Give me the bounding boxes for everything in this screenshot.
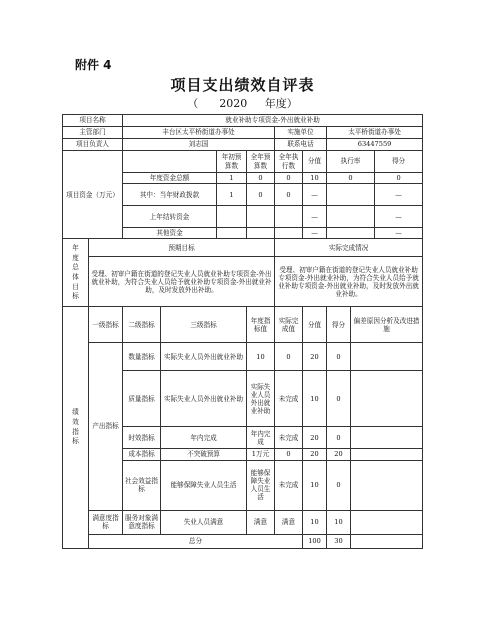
year-line: （ 2020 年度）: [187, 97, 298, 110]
funds-exec: 0: [275, 184, 303, 206]
perf-l2: 服务对象满意度指标: [123, 510, 161, 534]
actual-label: 实际完成情况: [275, 239, 423, 257]
funds-points: 0: [375, 173, 423, 184]
row-leader: [63, 139, 423, 151]
funds-points: —: [375, 228, 423, 239]
perf-reason: [351, 449, 423, 460]
leader-value: 刘志国: [123, 139, 275, 151]
funds-rate: [327, 206, 375, 228]
funds-label: [63, 151, 123, 239]
funds-header-blank: [123, 151, 217, 173]
perf-label-text: 绩效指标: [72, 408, 79, 446]
col-rate-header: 执行率: [327, 151, 375, 173]
total-points: 30: [327, 534, 351, 548]
funds-full: [247, 206, 275, 228]
score-header: 分值: [303, 307, 327, 343]
perf-score: 20: [303, 449, 327, 460]
perf-score: 20: [303, 343, 327, 371]
funds-budget: 1: [217, 184, 247, 206]
perf-l3: 实际失业人员外出就业补助: [161, 343, 247, 371]
goals-label-text: 年度总体目标: [72, 244, 79, 301]
perf-target: 1万元: [247, 449, 275, 460]
actual-header: 实际完成值: [275, 307, 303, 343]
perf-points: 0: [327, 343, 351, 371]
dept-value: 丰台区太平桥街道办事处: [123, 127, 275, 139]
goals-label: [63, 239, 89, 307]
goals-content-row: [63, 257, 423, 307]
col-full-header: 全年预算数: [247, 151, 275, 173]
expected-goal-text: 受理、初审户籍在街道的登记失业人员就业补助专项资金-外出就业补助，为符合失业人员给予就业补助专项资金-外出就业补助，及时发放外出补助。: [89, 257, 275, 307]
perf-l3: 能够保障失业人员生活: [161, 460, 247, 510]
funds-points: —: [375, 184, 423, 206]
funds-score: —: [303, 228, 327, 239]
perf-label: [63, 307, 89, 548]
perf-target: 能够保障失业人员生活: [247, 460, 275, 510]
total-score: 100: [303, 534, 327, 548]
funds-full: 0: [247, 184, 275, 206]
funds-header-row: [63, 151, 423, 173]
funds-row-label: 年度资金总额: [123, 173, 217, 184]
perf-score: 10: [303, 510, 327, 534]
dept-label: 主管部门: [63, 127, 123, 139]
perf-target: 10: [247, 343, 275, 371]
funds-label-text: 项目资金（万元）: [66, 190, 119, 199]
project-name-value: 就业补助专项资金-外出就业补助: [123, 115, 423, 127]
perf-l2: 成本指标: [123, 449, 161, 460]
perf-reason: [351, 460, 423, 510]
perf-actual: 0: [275, 343, 303, 371]
perf-score: 20: [303, 427, 327, 449]
perf-target: 满意: [247, 510, 275, 534]
perf-points: 0: [327, 460, 351, 510]
perf-target: 实际失业人员外出就业补助: [247, 371, 275, 427]
funds-budget: [217, 206, 247, 228]
satisfaction-indicator-label: 满意度指标: [89, 510, 123, 534]
perf-l2: 时效指标: [123, 427, 161, 449]
target-header: 年度指标值: [247, 307, 275, 343]
perf-score: 10: [303, 371, 327, 427]
perf-l3: 失业人员满意: [161, 510, 247, 534]
col-score-header: 分值: [303, 151, 327, 173]
funds-score: —: [303, 184, 327, 206]
funds-rate: [327, 228, 375, 239]
funds-exec: 0: [275, 173, 303, 184]
perf-l2: 质量指标: [123, 371, 161, 427]
perf-row: [63, 343, 423, 371]
total-row: [63, 534, 423, 548]
total-reason: [351, 534, 423, 548]
impl-value: 太平桥街道办事处: [327, 127, 423, 139]
expected-label: 预期目标: [89, 239, 275, 257]
perf-points: 0: [327, 371, 351, 427]
actual-goal-text: 受理、初审户籍在街道的登记失业人员就业补助专项资金-外出就业补助，为符合失业人员给予就业补助专项资金-外出就业补助，及时发放外出就业补助。: [275, 257, 423, 307]
funds-points: —: [375, 206, 423, 228]
l1-header: 一级指标: [89, 307, 123, 343]
reason-header: 偏差原因分析及改进措施: [351, 307, 423, 343]
row-project-name: [63, 115, 423, 127]
funds-budget: [217, 228, 247, 239]
phone-label: 联系电话: [275, 139, 327, 151]
total-label: 总分: [89, 534, 303, 548]
perf-actual: 未完成: [275, 371, 303, 427]
perf-reason: [351, 510, 423, 534]
funds-rate: 0: [327, 173, 375, 184]
perf-points: 20: [327, 449, 351, 460]
perf-actual: 未完成: [275, 460, 303, 510]
perf-l3: 年内完成: [161, 427, 247, 449]
row-dept: [63, 127, 423, 139]
perf-reason: [351, 427, 423, 449]
funds-full: 0: [247, 173, 275, 184]
funds-row-label: 其他资金: [123, 228, 217, 239]
perf-actual: 满意: [275, 510, 303, 534]
perf-reason: [351, 371, 423, 427]
l3-header: 三级指标: [161, 307, 247, 343]
leader-label: 项目负责人: [63, 139, 123, 151]
col-budget-header: 年初预算数: [217, 151, 247, 173]
perf-score: 10: [303, 460, 327, 510]
perf-reason: [351, 343, 423, 371]
perf-row: [63, 510, 423, 534]
phone-value: 63447559: [327, 139, 423, 151]
col-points-header: 得分: [375, 151, 423, 173]
funds-score: 10: [303, 173, 327, 184]
funds-score: —: [303, 206, 327, 228]
funds-budget: 1: [217, 173, 247, 184]
perf-actual: 未完成: [275, 427, 303, 449]
funds-row-label: 其中：当年财政拨款: [123, 184, 217, 206]
perf-target: 年内完成: [247, 427, 275, 449]
funds-exec: [275, 228, 303, 239]
l2-header: 二级指标: [123, 307, 161, 343]
perf-actual: 0: [275, 449, 303, 460]
perf-l3: 实际失业人员外出就业补助: [161, 371, 247, 427]
perf-points: 0: [327, 427, 351, 449]
funds-rate: [327, 184, 375, 206]
attachment-label: 附件 4: [75, 58, 112, 72]
points-header: 得分: [327, 307, 351, 343]
col-exec-header: 全年执行数: [275, 151, 303, 173]
impl-label: 实施单位: [275, 127, 327, 139]
perf-l2: 社会效益指标: [123, 460, 161, 510]
perf-points: 10: [327, 510, 351, 534]
goals-header-row: [63, 239, 423, 257]
funds-exec: [275, 206, 303, 228]
perf-l3: 不突破预算: [161, 449, 247, 460]
funds-full: [247, 228, 275, 239]
page-title: 项目支出绩效自评表: [170, 76, 315, 94]
output-indicator-label: 产出指标: [89, 343, 123, 510]
funds-row-label: 上年结转资金: [123, 206, 217, 228]
perf-header-row: [63, 307, 423, 343]
project-name-label: 项目名称: [63, 115, 123, 127]
perf-l2: 数量指标: [123, 343, 161, 371]
self-evaluation-table: [62, 114, 423, 549]
